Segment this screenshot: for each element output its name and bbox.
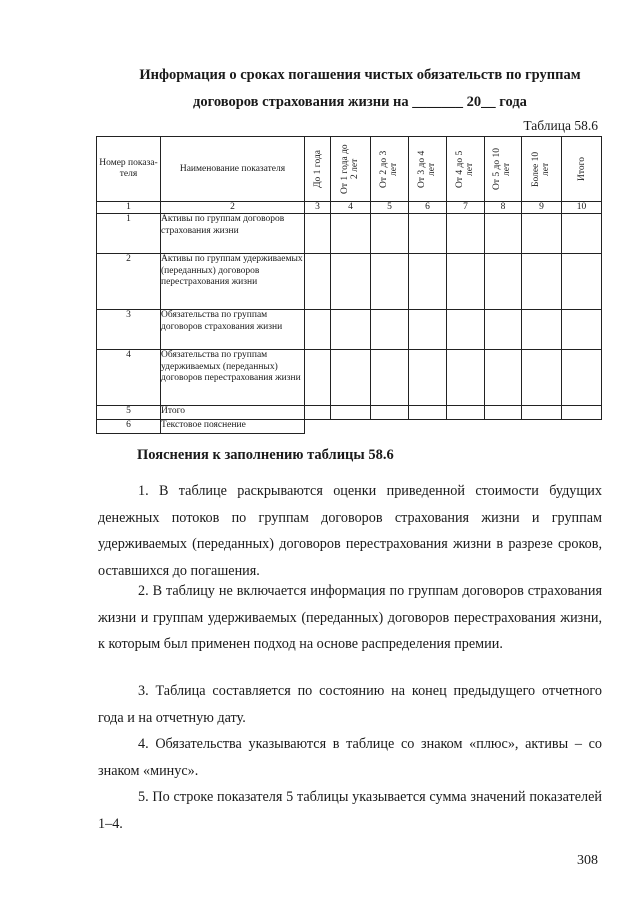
header-col-7-label: Более 10 лет [530,151,551,187]
cell [447,254,485,310]
table-row [97,420,602,434]
header-col-5-label: От 4 до 5 лет [454,150,475,188]
cell [305,350,331,406]
cell [447,310,485,350]
document-title-line-1: Информация о сроках погашения чистых обязательств по группам [139,67,581,83]
header-col-4 [409,137,447,202]
cell [409,406,447,420]
cell [522,254,562,310]
cell [331,214,371,254]
cell [331,350,371,406]
row-number: 5 [97,406,161,420]
col-number: 4 [331,202,371,214]
row-number: 1 [97,214,161,254]
table-row [97,406,602,420]
note-paragraph-4: 4. Обязательства указываются в таблице со знаком «плюс», активы – со знаком «минус». [98,736,602,779]
table-label: Таблица 58.6 [523,118,598,133]
cell [485,254,522,310]
page-number: 308 [577,853,598,868]
cell [447,350,485,406]
note-paragraph-1: 1. В таблице раскрываются оценки приведенной стоимости будущих денежных потоков по группам договоров страхования жизни и группам удерживаемых (переданных) договоров перестрахования жизни в разрезе сроков, оставшихся до погашения. [98,483,602,579]
cell [447,406,485,420]
cell [562,310,602,350]
note-paragraph-5: 5. По строке показателя 5 таблицы указывается сумма значений показателей 1–4. [98,789,602,832]
cell [371,310,409,350]
header-col-4-label: От 3 до 4 лет [416,150,437,188]
header-col-8 [562,137,602,202]
col-number: 9 [522,202,562,214]
header-col-3-label: От 2 до 3 лет [378,150,399,188]
cell [331,406,371,420]
cell [305,406,331,420]
cell [305,310,331,350]
header-col-6-label: От 5 до 10 лет [492,148,512,190]
cell [485,406,522,420]
row-name: Активы по группам договоров страхования жизни [161,214,305,254]
column-number-row [97,202,602,214]
table-header-row [97,137,602,202]
explanation-cell [305,420,602,434]
table-row [97,310,602,350]
table-row [97,254,602,310]
row-number: 2 [97,254,161,310]
cell [371,254,409,310]
note-paragraph-2: 2. В таблицу не включается информация по группам договоров страхования жизни и группам удерживаемых (переданных) договоров перестрахования жизни, к которым был применен подход на основе распределения премии. [98,583,602,653]
header-col-3 [371,137,409,202]
row-number: 4 [97,350,161,406]
row-name: Итого [161,406,305,420]
header-name: Наименование показателя [161,137,305,202]
cell [522,214,562,254]
note-paragraph-3: 3. Таблица составляется по состоянию на конец предыдущего отчетного года и на отчетную дату. [98,683,602,726]
cell [562,350,602,406]
header-col-8-label: Итого [576,156,587,182]
document-title-line-2: договоров страхования жизни на _______ 20__ года [193,94,527,110]
cell [562,254,602,310]
col-number: 7 [447,202,485,214]
cell [447,214,485,254]
cell [485,310,522,350]
cell [522,350,562,406]
header-col-2 [331,137,371,202]
cell [371,350,409,406]
header-col-1-label: До 1 года [312,150,323,188]
table-row [97,214,602,254]
cell [305,254,331,310]
col-number: 8 [485,202,522,214]
table-row [97,350,602,406]
cell [485,214,522,254]
cell [409,310,447,350]
col-number: 6 [409,202,447,214]
row-number: 6 [97,420,161,434]
row-name: Активы по группам удерживаемых (переданных) договоров перестрахования жизни [161,254,305,310]
row-number: 3 [97,310,161,350]
cell [485,350,522,406]
data-table [96,136,602,434]
col-number: 2 [161,202,305,214]
row-name: Обязательства по группам договоров страхования жизни [161,310,305,350]
header-col-7 [522,137,562,202]
notes-title: Пояснения к заполнению таблицы 58.6 [137,447,394,463]
cell [409,214,447,254]
cell [522,310,562,350]
cell [331,310,371,350]
cell [305,214,331,254]
header-col-6 [485,137,522,202]
cell [522,406,562,420]
col-number: 10 [562,202,602,214]
row-name: Текстовое пояснение [161,420,305,434]
cell [371,214,409,254]
header-col-1 [305,137,331,202]
col-number: 3 [305,202,331,214]
cell [562,406,602,420]
cell [331,254,371,310]
cell [409,254,447,310]
col-number: 5 [371,202,409,214]
cell [562,214,602,254]
cell [371,406,409,420]
cell [409,350,447,406]
header-col-5 [447,137,485,202]
col-number: 1 [97,202,161,214]
header-number: Номер показа-теля [97,137,161,202]
header-col-2-label: От 1 года до 2 лет [339,144,360,194]
row-name: Обязательства по группам удерживаемых (переданных) договоров перестрахования жизни [161,350,305,406]
